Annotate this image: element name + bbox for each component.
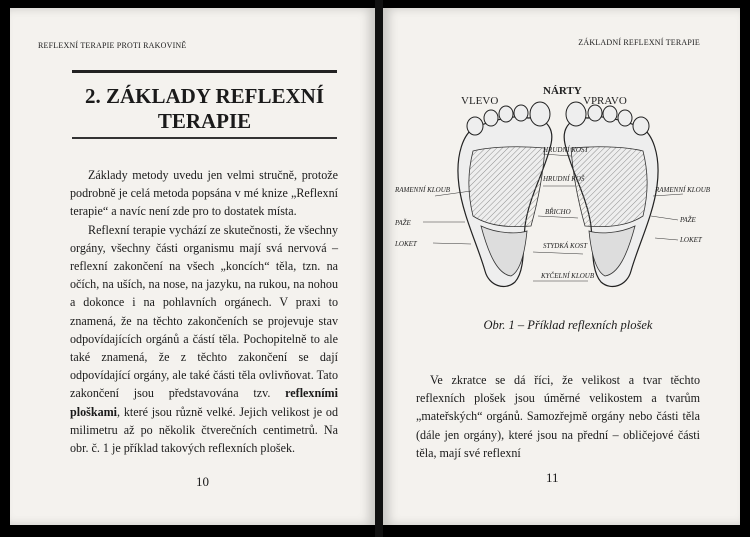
- paragraph-2-end: , které jsou různě velké. Jejich velikost je od milimetru až po několik čtverečních centimetrů. Na obr. č. 1 je příklad takových reflexních plošek.: [70, 404, 338, 456]
- chapter-title: [72, 84, 337, 134]
- paragraph-2-bold: reflexními ploškami: [70, 386, 338, 419]
- label-ramenni-kloub-right: RAMENNÍ KLOUB: [655, 186, 711, 194]
- figure-label-top: NÁRTY: [543, 85, 582, 97]
- foot-reflex-figure: [393, 76, 723, 314]
- label-hrudni-kos: HRUDNÍ KOŠ: [543, 175, 585, 183]
- running-head-right: ZÁKLADNÍ REFLEXNÍ TERAPIE: [578, 38, 700, 47]
- left-foot-drawing: [458, 102, 552, 286]
- chapter-title-line1: 2. ZÁKLADY REFLEXNÍ: [85, 84, 324, 108]
- figure-label-left: VLEVO: [461, 95, 499, 107]
- right-foot-drawing: [564, 102, 658, 286]
- label-ramenni-kloub-left: RAMENNÍ KLOUB: [395, 186, 451, 194]
- left-body-text: [70, 166, 338, 457]
- label-loket-right: LOKET: [680, 236, 702, 244]
- right-paragraph: Ve zkratce se dá říci, že velikost a tvar těchto reflexních plošek jsou úměrné velikostem a tvarům „mateřských“ orgánů. Samozřejmě orgány nebo části těla (dále jen orgány), které jsou na přední – obličejové části těla, mají své reflexní: [416, 373, 700, 460]
- title-rule-top: [72, 70, 337, 73]
- title-rule-bottom: [72, 137, 337, 139]
- label-hrudni-kost: HRUDNÍ KOST: [543, 146, 589, 154]
- paragraph-1: Základy metody uvedu jen velmi stručně, protože podrobně je celá metoda popsána v mé knize „Reflexní terapie“ a navíc není zde pro to dostatek místa.: [70, 168, 338, 219]
- right-page: [383, 8, 740, 525]
- label-stydka-kost: STYDKÁ KOST: [543, 242, 588, 250]
- chapter-title-line2: TERAPIE: [157, 109, 252, 133]
- book-gutter: [375, 0, 383, 537]
- label-paze-left: PAŽE: [395, 219, 411, 227]
- page-number-left: 10: [196, 474, 209, 489]
- figure-label-right: VPRAVO: [583, 95, 627, 107]
- label-loket-left: LOKET: [395, 240, 417, 248]
- running-head-left: REFLEXNÍ TERAPIE PROTI RAKOVINĚ: [38, 41, 187, 50]
- paragraph-2-start: Reflexní terapie vychází ze skutečnosti, že všechny orgány, všechny části organismu mají svá nervová – reflexní zakončení na všech „koncích“ těla, tzn. na očích, na uších, na nose, na jazyku, na rukou, na nohou a dokonce i na pohlavních orgánech. V praxi to znamená, že na těchto zakončeních se projevuje stav odpovídajících orgánů a částí těla. Pochopitelně to ale také znamená, že z těchto zakončení se dají odpovídající orgány, ale také části těla ovlivňovat. Tato zakončení jsou představována tzv.: [70, 222, 338, 401]
- figure-caption: Obr. 1 – Příklad reflexních plošek: [483, 318, 653, 332]
- label-paze-right: PAŽE: [680, 216, 696, 224]
- paragraph-2: [70, 221, 338, 458]
- left-page: [10, 8, 375, 525]
- label-kycelni-kloub: KYČELNÍ KLOUB: [541, 272, 595, 280]
- right-body-text: [416, 371, 700, 462]
- page-number-right: 11: [546, 470, 559, 485]
- label-bricho: BŘICHO: [545, 208, 571, 216]
